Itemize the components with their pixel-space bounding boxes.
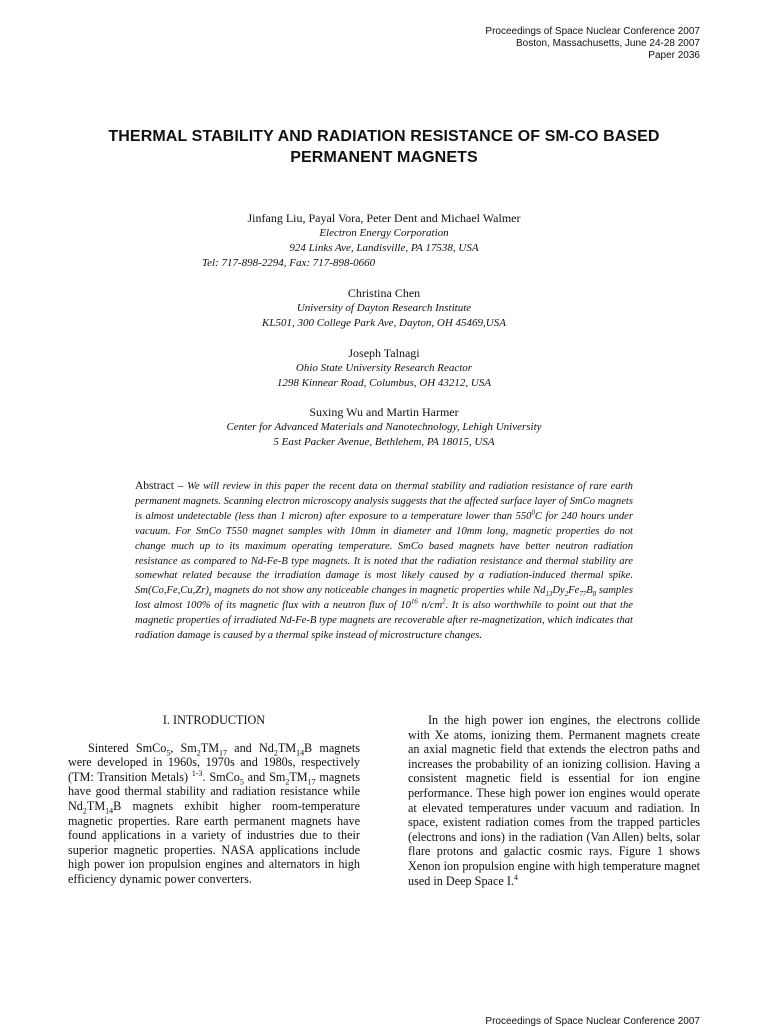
address: 1298 Kinnear Road, Columbus, OH 43212, USA	[276, 377, 492, 389]
address: 924 Links Ave, Landisville, PA 17538, USA	[289, 242, 479, 254]
conference-location-date: Boston, Massachusetts, June 24-28 2007	[515, 38, 700, 49]
author-names: Christina Chen	[347, 286, 421, 300]
section-heading-introduction: I. INTRODUCTION	[162, 713, 266, 727]
right-column	[408, 713, 700, 888]
address: KL501, 300 College Park Ave, Dayton, OH 45469,USA	[262, 317, 506, 329]
abstract-body: We will review in this paper the recent data on thermal stability and radiation resistance of rare earth permanent magnets. Scanning electron microscopy analysis suggests that the affected surface layer of SmCo magnets is almost undetectable (less than 1 micron) after exposure to a temperature lower than $550^0C$ for 240 hours under vacuum. For SmCo T550 magnet samples with 10mm in diameter and 10mm long, magnetic properties do not change much up to its maximum operating temperature. SmCo based magnets have better neutron radiation resistance as compared to Nd-Fe-B type magnets. It is noted that the radiation resistance and thermal stability are somewhat related because the irradiation damage is most likely caused by a radiation-induced thermal spike. $Sm(Co,Fe,Cu,Zr)_z$ magnets do not show any noticeable changes in magnetic properties while $Nd_{13}Dy_2Fe_{77}B_8$ samples lost almost 100% of its magnetic flux with a neutron flux of $10^{16}$ $n/cm^2$. It is also worthwhile to point out that the magnetic properties of irradiated Nd-Fe-B type magnets are recoverable after re-magnetization, which indicates that radiation damage is caused by a thermal spike instead of microstructure changes.	[135, 481, 633, 642]
institution: Center for Advanced Materials and Nanotechnology, Lehigh University	[226, 421, 542, 433]
introduction-paragraph: Sintered SmCo$_5$, $Sm_2TM_{17}$ and $Nd_2TM_{14}B$ magnets were developed in 1960s, 1970s and 1980s, respectively (TM: Transition Metals) $^{1-3}$. SmCo$_5$ and $Sm_2TM_{17}$ magnets have good thermal stability and radiation resistance while $Nd_2TM_{14}B$ magnets exhibit higher room-temperature magnetic properties. Rare earth permanent magnets have found applications in a variety of industries due to their superior magnetic properties. NASA applications include high power ion propulsion engines and alternators in high efficiency dynamic power converters.	[68, 740, 361, 886]
left-column	[68, 713, 360, 887]
paper-title	[60, 126, 708, 168]
abstract	[135, 479, 633, 644]
author-names: Suxing Wu and Martin Harmer	[309, 405, 459, 419]
contact-phone-fax: Tel: 717-898-2294, Fax: 717-898-0660	[202, 257, 376, 269]
conference-name: Proceedings of Space Nuclear Conference 2007	[485, 26, 700, 37]
ion-engine-paragraph: In the high power ion engines, the electrons collide with Xe atoms, ionizing them. Permanent magnets create an axial magnetic field that extends the electron paths and increases the probability of an ionizing collision. Having a consistent magnetic field is essential for ion engine performance. These high power ion engines would operate at elevated temperatures under vacuum and radiation. In space, existent radiation comes from the trapped particles (electrons and ions) in the radiation (Van Allen) belts, solar flare protons and galactic cosmic rays. Figure 1 shows Xenon ion propulsion engine with high temperature magnet used in Deep Space I.$^4$	[408, 713, 700, 888]
institution: Electron Energy Corporation	[319, 227, 449, 239]
affiliation-block-4	[148, 405, 620, 450]
author-names: Jinfang Liu, Payal Vora, Peter Dent and Michael Walmer	[247, 211, 521, 225]
affiliation-block-1	[148, 211, 620, 271]
running-footer: Proceedings of Space Nuclear Conference 2007	[485, 1016, 700, 1027]
address: 5 East Packer Avenue, Bethlehem, PA 18015, USA	[273, 436, 495, 448]
institution: Ohio State University Research Reactor	[295, 362, 473, 374]
abstract-lead: Abstract –	[135, 480, 188, 492]
paper-number: Paper 2036	[648, 50, 700, 61]
running-header	[485, 26, 700, 62]
institution: University of Dayton Research Institute	[296, 302, 472, 314]
author-names: Joseph Talnagi	[348, 346, 420, 360]
title-line-2: PERMANENT MAGNETS	[290, 149, 478, 166]
title-line-1: THERMAL STABILITY AND RADIATION RESISTANCE OF SM-CO BASED	[108, 128, 660, 145]
affiliation-block-2	[148, 286, 620, 331]
affiliation-block-3	[148, 346, 620, 391]
